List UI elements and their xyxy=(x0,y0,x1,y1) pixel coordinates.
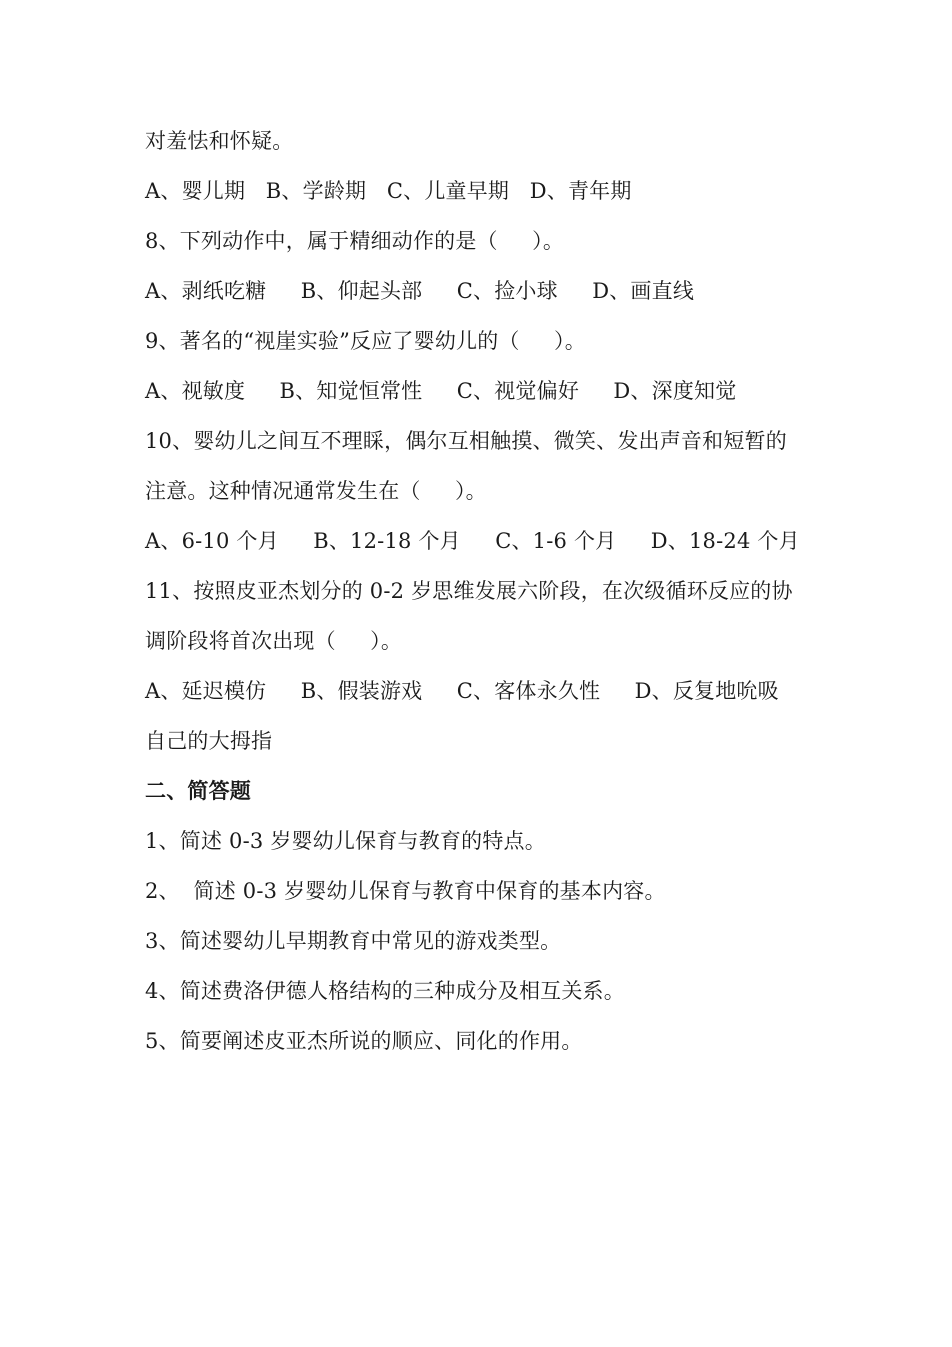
text-line-q9: 9、著名的“视崖实验”反应了婴幼儿的（ ）。 xyxy=(145,329,586,353)
text-line-q11: 11、按照皮亚杰划分的 0-2 岁思维发展六阶段，在次级循环反应的协 xyxy=(145,579,793,603)
text-line-q8-options: A、剥纸吃糖 B、仰起头部 C、捡小球 D、画直线 xyxy=(145,279,695,303)
text-line-sa3: 3、简述婴幼儿早期教育中常见的游戏类型。 xyxy=(145,929,562,953)
text-line-q11-options-continuation: 自己的大拇指 xyxy=(145,729,273,753)
text-line-q10: 10、婴幼儿之间互不理睬，偶尔互相触摸、微笑、发出声音和短暂的 xyxy=(145,429,787,453)
text-line-q11-options: A、延迟模仿 B、假装游戏 C、客体永久性 D、反复地吮吸 xyxy=(145,679,779,703)
text-line-q7-options: A、婴儿期 B、学龄期 C、儿童早期 D、青年期 xyxy=(145,179,632,203)
text-line-q7-continuation: 对羞怯和怀疑。 xyxy=(145,129,294,153)
text-line-sa1: 1、简述 0-3 岁婴幼儿保育与教育的特点。 xyxy=(145,829,546,853)
text-line-sa4: 4、简述费洛伊德人格结构的三种成分及相互关系。 xyxy=(145,979,625,1003)
text-line-q10-options: A、6-10 个月 B、12-18 个月 C、1-6 个月 D、18-24 个月 xyxy=(145,529,800,553)
section-heading-short-answer: 二、简答题 xyxy=(145,779,251,803)
text-line-q11-continuation: 调阶段将首次出现（ ）。 xyxy=(145,629,403,653)
text-line-q8: 8、下列动作中，属于精细动作的是（ ）。 xyxy=(145,229,565,253)
text-line-q10-continuation: 注意。这种情况通常发生在（ ）。 xyxy=(145,479,487,503)
text-line-q9-options: A、视敏度 B、知觉恒常性 C、视觉偏好 D、深度知觉 xyxy=(145,379,737,403)
text-line-sa5: 5、简要阐述皮亚杰所说的顺应、同化的作用。 xyxy=(145,1029,583,1053)
text-line-sa2: 2、 简述 0-3 岁婴幼儿保育与教育中保育的基本内容。 xyxy=(145,879,666,903)
